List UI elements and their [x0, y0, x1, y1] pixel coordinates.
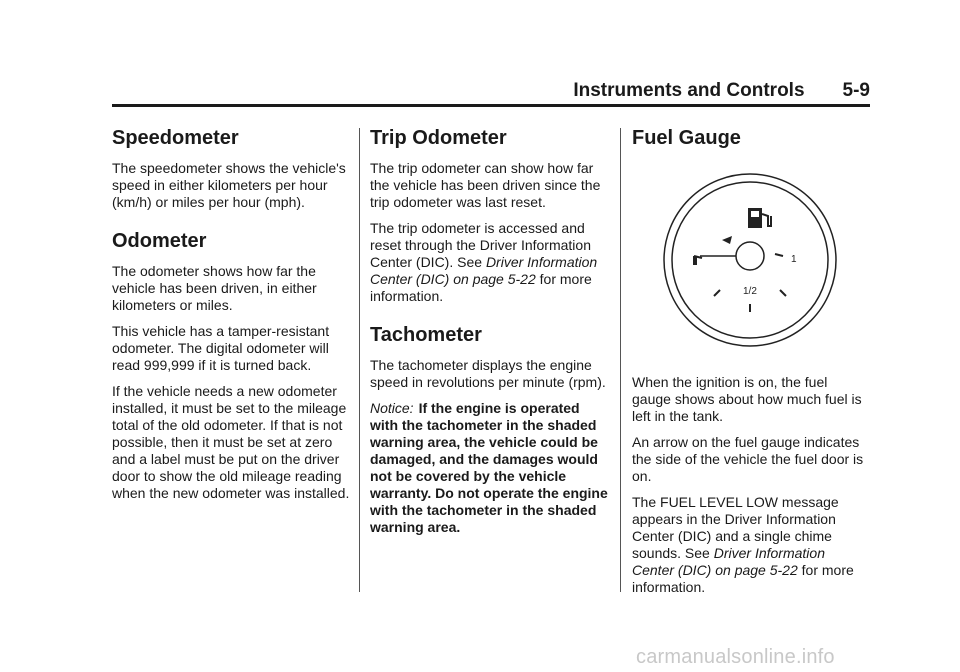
dic-reference-link[interactable]: Driver Information Center (DIC) on page 5-22 [632, 545, 825, 578]
tachometer-heading: Tachometer [370, 324, 482, 346]
fuel-door-arrow-icon [722, 236, 732, 244]
text-run: for more information. [632, 562, 854, 595]
column-2 [370, 126, 608, 545]
text-run: The trip odometer is accessed and reset through the Driver Information Center (DIC). See [370, 220, 591, 270]
odometer-text-1: The odometer shows how far the vehicle has been driven, in either kilometers or miles. [112, 263, 317, 313]
trip-odometer-text-1: The trip odometer can show how far the vehicle has been driven since the trip odometer was last reset. [370, 160, 601, 210]
fuel-gauge-text-3 [632, 494, 870, 596]
gauge-label-half: 1/2 [743, 286, 757, 297]
column-divider [359, 128, 360, 592]
gauge-label-full: 1 [791, 254, 797, 265]
dic-reference-link[interactable]: Driver Information Center (DIC) on page 5-22 [370, 254, 598, 287]
page-number: 5-9 [842, 80, 870, 101]
fuel-gauge-text-1: When the ignition is on, the fuel gauge shows about how much fuel is left in the tank. [632, 374, 862, 424]
empty-marker [693, 256, 697, 265]
odometer-text-2: This vehicle has a tamper-resistant odometer. The digital odometer will read 999,999 if it is turned back. [112, 323, 330, 373]
notice-label: Notice: [370, 400, 414, 416]
tachometer-text: The tachometer displays the engine speed in revolutions per minute (rpm). [370, 357, 606, 390]
speedometer-heading: Speedometer [112, 127, 239, 149]
section-title: Instruments and Controls [573, 80, 805, 101]
fuel-gauge-text-2: An arrow on the fuel gauge indicates the side of the vehicle the fuel door is on. [632, 434, 864, 484]
text-run: The FUEL LEVEL LOW message appears in the Driver Information Center (DIC) and a single chime sounds. See [632, 494, 839, 561]
tachometer-notice [370, 400, 608, 536]
fuel-gauge-heading: Fuel Gauge [632, 127, 741, 149]
trip-odometer-text-2 [370, 220, 608, 305]
fuel-pump-icon [748, 208, 771, 228]
fuel-gauge-illustration [660, 170, 840, 350]
column-1 [112, 126, 350, 511]
column-divider [620, 128, 621, 592]
odometer-text-3: If the vehicle needs a new odometer installed, it must be set to the mileage total of the old odometer. If that is not possible, then it must be set at zero and a label must be put on the driver door to show the old mileage reading when the new odometer was installed. [112, 383, 350, 501]
odometer-heading: Odometer [112, 230, 207, 252]
text-run: for more information. [370, 271, 592, 304]
trip-odometer-heading: Trip Odometer [370, 127, 507, 149]
page-header [112, 80, 870, 102]
speedometer-text: The speedometer shows the vehicle's speed in either kilometers per hour (km/h) or miles per hour (mph). [112, 160, 346, 210]
watermark: carmanualsonline.info [636, 646, 835, 668]
header-rule [112, 104, 870, 107]
gauge-needle-hub [736, 242, 764, 270]
notice-text: If the engine is operated with the tachometer in the shaded warning area, the vehicle could be damaged, and the damages would not be covered by the vehicle warranty. Do not operate the engine with the tachometer in the shaded warning area. [370, 400, 608, 535]
